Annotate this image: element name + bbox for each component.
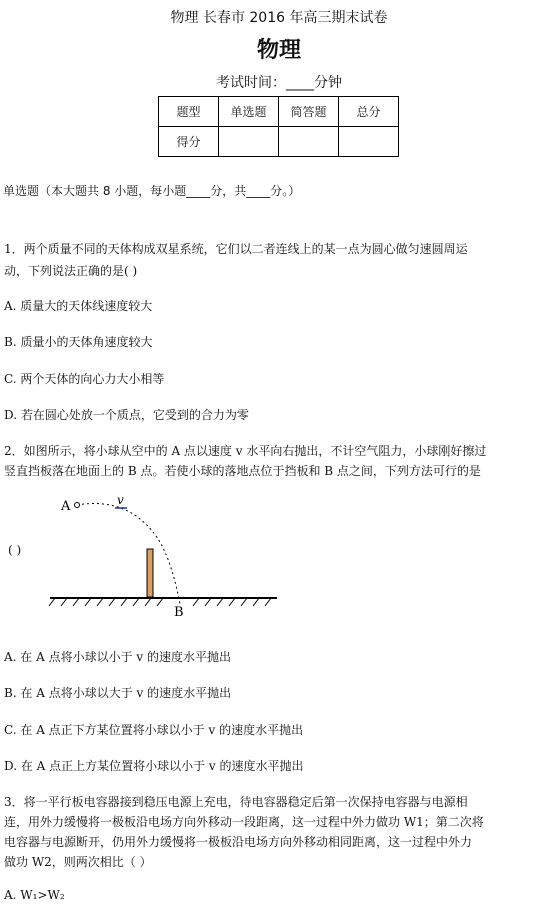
point-b-label: B	[174, 605, 184, 620]
table-cell: 题型	[159, 97, 219, 127]
question-2-option-a[interactable]: A. 在 A 点将小球以小于 v 的速度水平抛出	[4, 650, 231, 664]
page-title: 物理	[256, 38, 301, 63]
question-1-option-b[interactable]: B. 质量小的天体角速度较大	[4, 335, 153, 349]
question-1-option-d[interactable]: D. 若在圆心处放一个质点，它受到的合力为零	[4, 408, 249, 422]
question-3-stem-line-3: 电容器与电源断开，仍用外力缓慢将一极板沿电场方向外移动相同距离，这一过程中外力	[4, 835, 473, 849]
question-1-option-c[interactable]: C. 两个天体的向心力大小相等	[4, 372, 165, 386]
projectile-figure	[45, 492, 285, 622]
table-row	[159, 97, 399, 127]
velocity-v-label: v	[117, 493, 124, 507]
ground-hatching	[49, 598, 271, 606]
point-a-label: A	[61, 499, 71, 514]
table-cell: 得分	[159, 127, 219, 157]
question-2-answer-paren[interactable]: ( )	[8, 543, 22, 557]
question-3-stem-line-2: 连，用外力缓慢将一极板沿电场方向外移动一段距离，这一过程中外力做功 W1；第二次将	[4, 815, 484, 829]
score-input-cell[interactable]	[279, 127, 339, 157]
score-input-cell[interactable]	[219, 127, 279, 157]
ball-point-a	[75, 503, 80, 508]
trajectory-curve	[77, 504, 180, 604]
question-3-stem-line-4: 做功 W2，则两次相比（ ）	[4, 855, 152, 869]
question-2-option-c[interactable]: C. 在 A 点正下方某位置将小球以小于 v 的速度水平抛出	[4, 723, 304, 737]
question-1-stem-line-1: 1．两个质量不同的天体构成双星系统，它们以二者连线上的某一点为圆心做匀速圆周运	[4, 242, 468, 256]
vertical-barrier	[147, 549, 153, 597]
question-3-stem-line-1: 3．将一平行板电容器接到稳压电源上充电，待电容器稳定后第一次保持电容器与电源相	[4, 795, 468, 809]
question-3-option-a[interactable]: A. W₁>W₂	[4, 888, 65, 902]
table-row	[159, 127, 399, 157]
question-2-option-d[interactable]: D. 在 A 点正上方某位置将小球以小于 v 的速度水平抛出	[4, 759, 304, 773]
table-cell: 总分	[339, 97, 399, 127]
score-input-cell[interactable]	[339, 127, 399, 157]
question-1-stem-line-2: 动，下列说法正确的是( )	[4, 264, 138, 278]
exam-top-title: 物理 长春市 2016 年高三期末试卷	[170, 10, 388, 26]
question-1-option-a[interactable]: A. 质量大的天体线速度较大	[4, 299, 153, 313]
score-table	[158, 96, 399, 157]
exam-time: 考试时间：____分钟	[216, 75, 342, 91]
section-heading: 单选题（本大题共 8 小题，每小题____分，共____分。）	[3, 184, 301, 198]
table-cell: 单选题	[219, 97, 279, 127]
table-cell: 简答题	[279, 97, 339, 127]
question-2-option-b[interactable]: B. 在 A 点将小球以大于 v 的速度水平抛出	[4, 686, 232, 700]
question-2-stem-line-1: 2．如图所示，将小球从空中的 A 点以速度 v 水平向右抛出，不计空气阻力，小球刚好擦过	[4, 444, 487, 458]
question-2-stem-line-2: 竖直挡板落在地面上的 B 点。若使小球的落地点位于挡板和 B 点之间，下列方法可行的是	[4, 464, 481, 478]
